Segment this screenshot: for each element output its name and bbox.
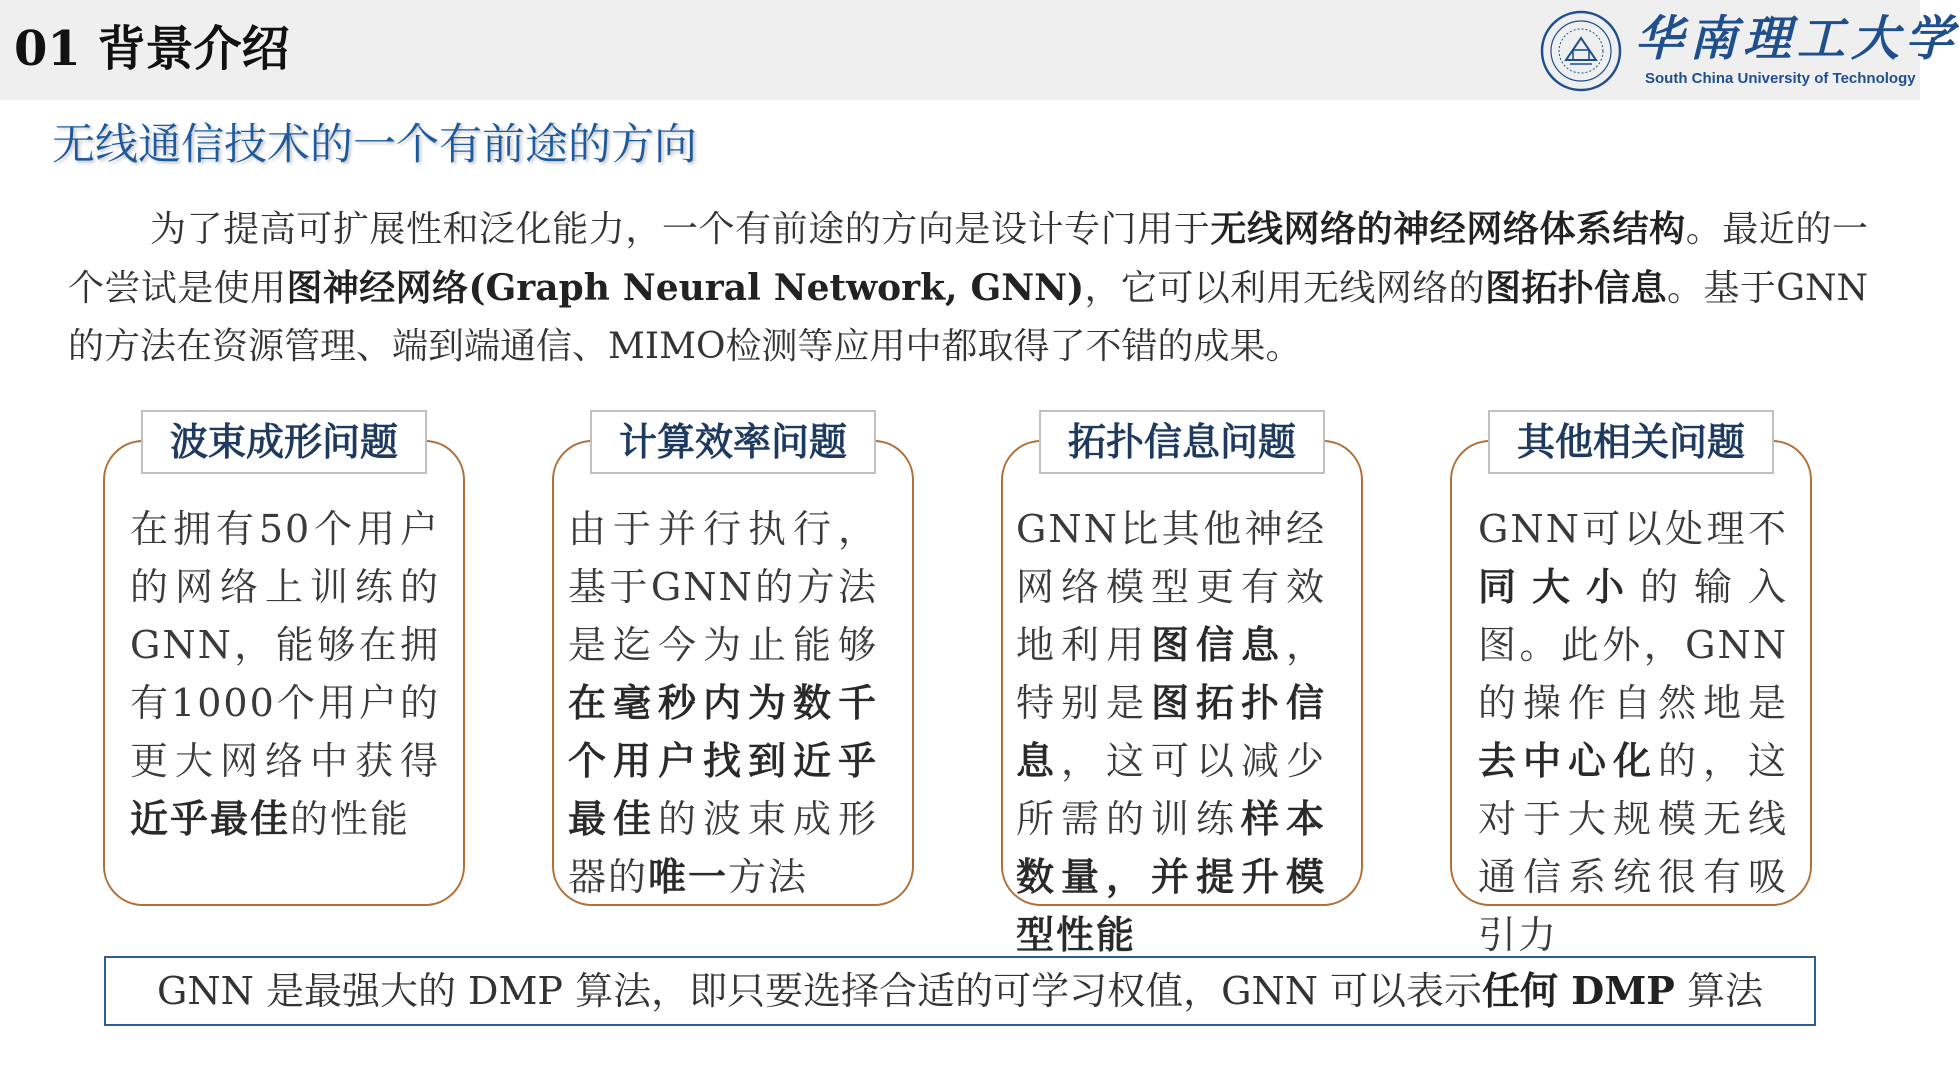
summary-bold: 任何 DMP xyxy=(1482,968,1675,1013)
card-label-beamforming: 波束成形问题 xyxy=(141,410,427,474)
card-text-other xyxy=(1478,500,1788,964)
card-text-topology xyxy=(1016,500,1326,964)
card-text-bold: 近乎最佳 xyxy=(130,796,291,841)
university-name-en: South China University of Technology xyxy=(1645,70,1916,87)
card-text-bold: 同大小 xyxy=(1478,564,1640,609)
card-text-bold: 去中心化 xyxy=(1478,738,1658,783)
intro-text-2: 。最近的一个尝试是使用 xyxy=(68,209,1868,309)
section-title: 01 背景介绍 xyxy=(14,21,290,77)
university-name-cn: 华南理工大学 xyxy=(1635,11,1959,67)
intro-bold-2: 图神经网络(Graph Neural Network, GNN) xyxy=(286,267,1085,309)
card-text-part: GNN比其他神经网络模型更有效地利用 xyxy=(1016,507,1326,667)
intro-bold-1: 无线网络的神经网络体系结构 xyxy=(1210,208,1686,250)
card-text-part: GNN可以处理不 xyxy=(1478,507,1788,551)
intro-text-3: ，它可以利用无线网络的 xyxy=(1084,268,1485,309)
university-seal-icon xyxy=(1540,10,1622,92)
card-text-efficiency xyxy=(568,500,878,906)
card-text-part: 方法 xyxy=(728,855,809,899)
intro-bold-3: 图拓扑信息 xyxy=(1484,267,1668,309)
card-label-other: 其他相关问题 xyxy=(1488,410,1774,474)
intro-text-4: 。基于GNN的方法在资源管理、端到端通信、MIMO检测等应用中都取得了不错的成果。 xyxy=(68,268,1868,367)
summary-box xyxy=(104,956,1816,1026)
summary-tail: 算法 xyxy=(1674,969,1763,1013)
intro-paragraph xyxy=(68,200,1868,376)
card-text-bold: 在毫秒内为数千个用户找到近乎最佳 xyxy=(568,680,878,841)
card-text-bold: 图信息 xyxy=(1150,622,1286,667)
card-text-part: ，特别是 xyxy=(1016,623,1326,725)
card-text-bold: 样本数量，并提升模型性能 xyxy=(1016,796,1326,957)
intro-text-1: 为了提高可扩展性和泛化能力，一个有前途的方向是设计专门用于 xyxy=(150,209,1211,250)
summary-text: GNN 是最强大的 DMP 算法，即只要选择合适的可学习权值，GNN 可以表示 xyxy=(157,969,1483,1013)
card-text-part: 的波束成形器的 xyxy=(568,797,878,899)
card-text-part: ，这可以减少所需的训练 xyxy=(1016,739,1326,841)
card-text-beamforming xyxy=(130,500,440,848)
card-text-bold: 图拓扑信息 xyxy=(1016,680,1326,783)
university-logo xyxy=(1540,10,1959,92)
slide-subtitle: 无线通信技术的一个有前途的方向 xyxy=(52,120,697,170)
card-text-part: 在拥有50个用户的网络上训练的GNN，能够在拥有1000个用户的更大网络中获得 xyxy=(130,507,440,783)
card-text-part: 的，这对于大规模无线通信系统很有吸引力 xyxy=(1478,739,1788,957)
card-text-bold: 唯一 xyxy=(648,854,729,899)
card-text-part: 的输入图。此外，GNN的操作自然地是 xyxy=(1478,565,1788,725)
card-text-part: 由于并行执行，基于GNN的方法是迄今为止能够 xyxy=(568,507,878,667)
card-label-topology: 拓扑信息问题 xyxy=(1039,410,1325,474)
card-label-efficiency: 计算效率问题 xyxy=(590,410,876,474)
card-text-part: 的性能 xyxy=(290,797,411,841)
